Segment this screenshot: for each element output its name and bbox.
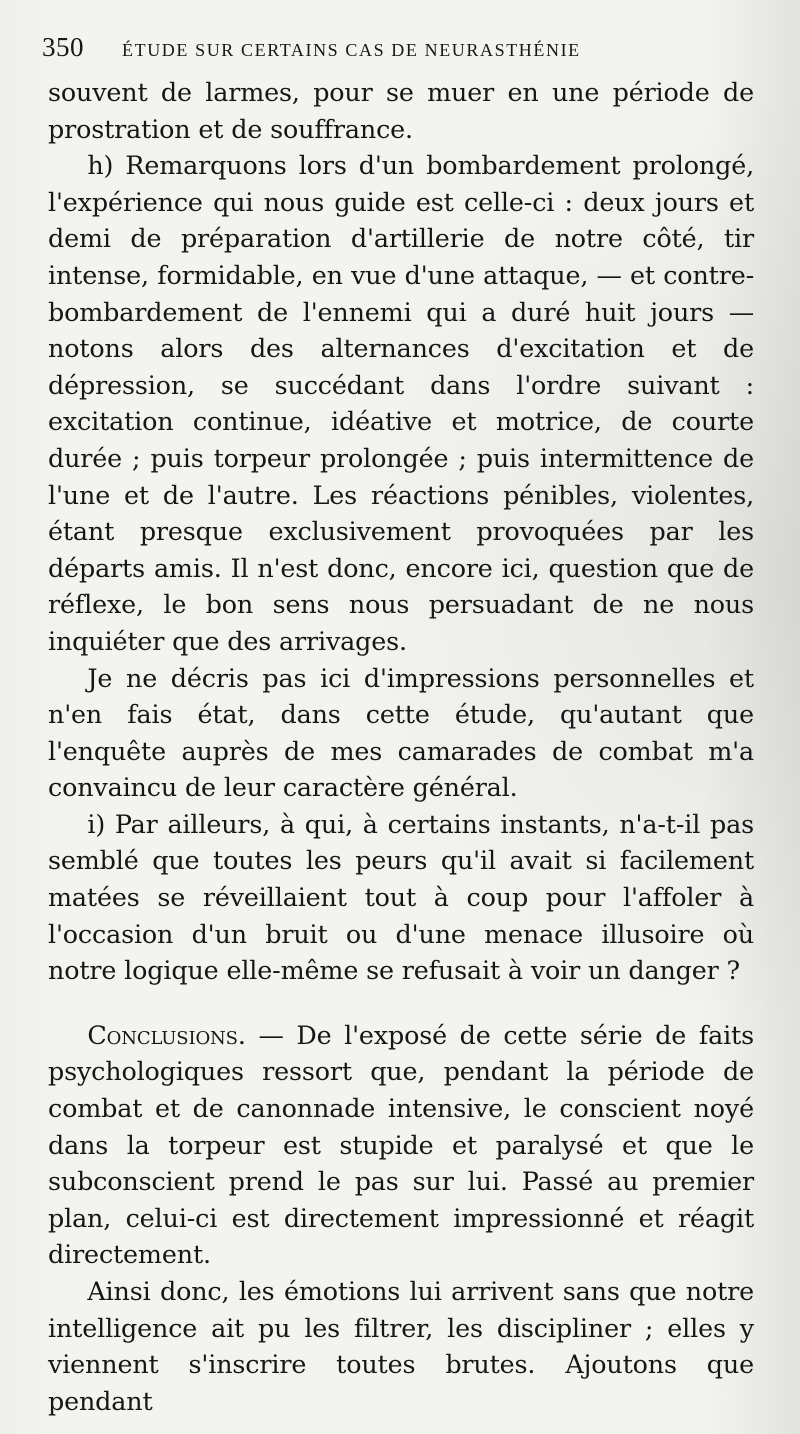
paragraph-personal-note: Je ne décris pas ici d'impressions personnelles et n'en fais état, dans cette étude, qu'autant que l'enquête auprès de mes camarades de combat m'a convaincu de leur caractère général. [48,662,754,803]
paragraph-continuation: souvent de larmes, pour se muer en une période de prostration et de souffrance. [48,77,754,144]
conclusions-label: Conclusions. [87,1019,246,1050]
body-text [48,74,754,1419]
page-number: 350 [42,32,84,62]
paragraph-ainsi-donc: Ainsi donc, les émotions lui arrivent sans que notre intelligence ait pu les filtrer, les discipliner ; elles y viennent s'inscrire toutes brutes. Ajoutons que pendant [48,1276,754,1416]
running-head [42,32,762,68]
paragraph-conclusions [48,1017,754,1273]
conclusions-text: — De l'exposé de cette série de faits psychologiques ressort que, pendant la période de combat et de canonnade intensive, le conscient noyé dans la torpeur est stupide et paralysé et que le subconscient prend le pas sur lui. Passé au premier plan, celui-ci est directement impressionné et réagit directement. [48,1019,754,1270]
running-title: ÉTUDE SUR CERTAINS CAS DE NEURASTHÉNIE [122,40,581,60]
paragraph-h: h) Remarquons lors d'un bombardement prolongé, l'expérience qui nous guide est celle-ci : deux jours et demi de préparation d'artillerie de notre côté, tir intense, formidable, en vue d'une attaque, — et contre-bombardement de l'ennemi qui a duré huit jours — notons alors des alternances d'excitation et de dépression, se succédant dans l'ordre suivant : excitation continue, idéative et motrice, de courte durée ; puis torpeur prolongée ; puis intermittence de l'une et de l'autre. Les réactions pénibles, violentes, étant presque exclusivement provoquées par les départs amis. Il n'est donc, encore ici, question que de réflexe, le bon sens nous persuadant de ne nous inquiéter que des arrivages. [48,150,754,656]
paragraph-i: i) Par ailleurs, à qui, à certains instants, n'a-t-il pas semblé que toutes les peurs qu'il avait si facilement matées se réveillaient tout à coup pour l'affoler à l'occasion d'un bruit ou d'une menace illusoire où notre logique elle-même se refusait à voir un danger ? [48,808,754,986]
